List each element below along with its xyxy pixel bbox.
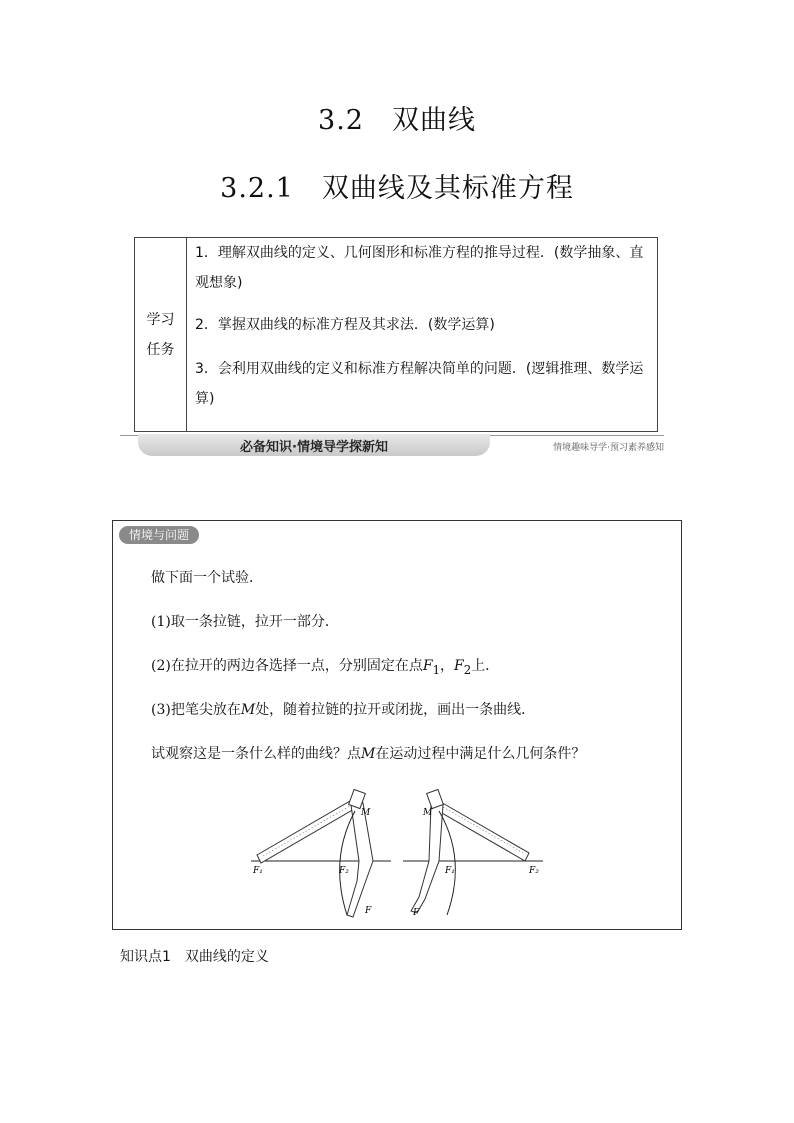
scenario-line-step3 — [151, 699, 535, 719]
step2-end: 上． — [471, 658, 500, 674]
banner-right-label: 情境趣味导学·预习素养感知 — [553, 443, 664, 453]
step2-text: (2)在拉开的两边各选择一点，分别固定在点 — [151, 658, 423, 674]
scenario-line-intro: 做下面一个试验． — [151, 570, 263, 586]
label-m-right: M — [423, 808, 433, 818]
label-f2-right: F₂ — [529, 866, 539, 876]
label-f1-left: F₁ — [253, 866, 263, 876]
step3-text: (3)把笔尖放在 — [151, 702, 241, 718]
point-f2-sub: 2 — [463, 662, 472, 677]
point-f1: F — [422, 658, 433, 674]
label-m-left: M — [361, 808, 371, 818]
header-line-1: 学习 — [146, 311, 175, 328]
pen-clip-right — [427, 789, 444, 808]
question-point-m: M — [361, 746, 376, 762]
zipper-hyperbola-figure — [243, 789, 543, 919]
banner-label: 必备知识·情境导学探新知 — [138, 434, 490, 456]
task-item-1: 1．理解双曲线的定义、几何图形和标准方程的推导过程．(数学抽象、直观想象) — [195, 245, 644, 291]
scenario-line-step1: (1)取一条拉链，拉开一部分． — [151, 614, 339, 630]
label-f1-right: F₁ — [445, 866, 455, 876]
step3-end: 处，随着拉链的拉开或闭拢，画出一条曲线． — [255, 702, 536, 718]
point-f1-sub: 1 — [432, 662, 440, 677]
scenario-line-step2 — [151, 655, 499, 677]
label-f-right: F — [413, 908, 420, 918]
scenario-tag: 情境与问题 — [119, 526, 199, 544]
point-f2: F — [453, 658, 464, 674]
header-line-2: 任务 — [146, 341, 175, 358]
question-text: 试观察这是一条什么样的曲线？点 — [151, 746, 361, 762]
section-banner — [120, 434, 664, 458]
scenario-box — [112, 520, 682, 930]
ruler-right-a — [435, 801, 529, 861]
ruler-left-a — [257, 797, 361, 863]
learning-tasks-header — [135, 238, 187, 431]
ruler-right-b — [411, 805, 443, 913]
task-item-3: 3．会利用双曲线的定义和标准方程解决简单的问题．(逻辑推理、数学运算) — [195, 361, 644, 407]
scenario-line-question — [151, 743, 585, 763]
subsection-title: 3.2.1 双曲线及其标准方程 — [220, 173, 574, 204]
label-f2-left: F₂ — [339, 866, 349, 876]
learning-tasks-table — [134, 237, 658, 432]
step2-sep: ， — [439, 658, 454, 674]
section-title: 3.2 双曲线 — [318, 105, 476, 136]
task-item-2: 2．掌握双曲线的标准方程及其求法．(数学运算) — [195, 317, 495, 333]
knowledge-point-heading: 知识点1 双曲线的定义 — [120, 949, 269, 965]
point-m: M — [240, 702, 256, 718]
label-f-left: F — [365, 906, 372, 916]
question-end: 在运动过程中满足什么几何条件？ — [375, 746, 586, 762]
